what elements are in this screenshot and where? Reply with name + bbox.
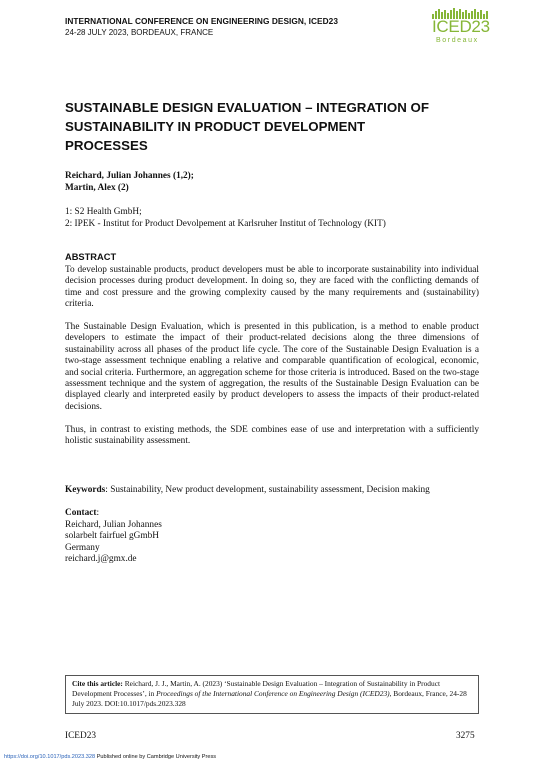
keywords-label: Keywords (65, 485, 106, 495)
abstract-body (65, 265, 479, 459)
footer-conference: ICED23 (65, 731, 96, 741)
author-list (65, 171, 194, 194)
conference-name: INTERNATIONAL CONFERENCE ON ENGINEERING DESIGN, ICED23 (65, 16, 338, 26)
contact-block (65, 508, 162, 566)
contact-colon: : (96, 508, 100, 518)
affiliation: 2: IPEK - Institut for Product Devolpement at Karlsruher Institut of Technology (KIT) (65, 218, 386, 229)
title-line: PROCESSES (65, 138, 148, 153)
doi-link[interactable]: https://doi.org/10.1017/pds.2023.328 (4, 754, 96, 760)
publisher-note: Published online by Cambridge University Press (95, 754, 217, 760)
keywords (65, 485, 430, 495)
contact-email[interactable]: reichard.j@gmx.de (65, 554, 137, 564)
author: Martin, Alex (2) (65, 182, 129, 193)
conference-date: 24-28 JULY 2023, BORDEAUX, FRANCE (65, 28, 214, 37)
title-line: SUSTAINABILITY IN PRODUCT DEVELOPMENT (65, 119, 366, 134)
affiliation-list (65, 207, 386, 230)
paper-title (65, 98, 485, 155)
contact-line: solarbelt fairfuel gGmbH (65, 531, 159, 541)
logo-subtext: Bordeaux (436, 37, 479, 44)
citation-text: Reichard, J. J., Martin, A. (2023) ‘Sustainable Design Evaluation – Integration of Sustainability in Product Development Processes’, in (72, 679, 441, 698)
title-line: SUSTAINABLE DESIGN EVALUATION – INTEGRATION OF (65, 100, 429, 115)
abstract-paragraph: To develop sustainable products, product developers must be able to incorporate sustainability into individual decision processes during product development. In doing so, they are faced with the conflicting demands of time and cost pressure and the growing complexity caused by the many requirements and (sustainability) criteria. (65, 265, 479, 310)
keywords-text: : Sustainability, New product development, sustainability assessment, Decision making (105, 485, 430, 495)
affiliation: 1: S2 Health GmbH; (65, 207, 142, 217)
doi-line (4, 754, 216, 760)
abstract-heading: ABSTRACT (65, 252, 117, 262)
citation-text-end: Bordeaux, France, 24-28 July 2023. DOI:10.1017/pds.2023.328 (72, 689, 467, 708)
contact-line: Germany (65, 542, 100, 553)
citation-box (65, 675, 479, 714)
logo-text: ICED23 (432, 17, 490, 36)
abstract-paragraph: Thus, in contrast to existing methods, the SDE combines ease of use and interpretation with a sufficiently holistic sustainability assessment. (65, 424, 479, 447)
author: Reichard, Julian Johannes (1,2); (65, 171, 194, 181)
citation-proceedings: Proceedings of the International Conference on Engineering Design (ICED23), (156, 689, 392, 698)
abstract-paragraph: The Sustainable Design Evaluation, which is presented in this publication, is a method to enable product developers to estimate the impact of their product-related decisions along the three dimensions of sustainability across all phases of the product life cycle. The core of the Sustainable Design Evaluation is a two-stage assessment technique enabling a relative and comparable quantification of ecological, economic, and social criteria. Furthermore, an aggregation scheme for those criteria is introduced. Based on the two-stage assessment technique and the system of aggregation, the results of the Sustainable Design Evaluation can be displayed clearly and interpreted easily by product developers to assess the impacts of their product-related decisions. (65, 322, 479, 412)
contact-heading: Contact (65, 508, 97, 518)
citation-label: Cite this article: (72, 679, 123, 688)
contact-line: Reichard, Julian Johannes (65, 519, 162, 530)
page-number: 3275 (456, 731, 475, 741)
